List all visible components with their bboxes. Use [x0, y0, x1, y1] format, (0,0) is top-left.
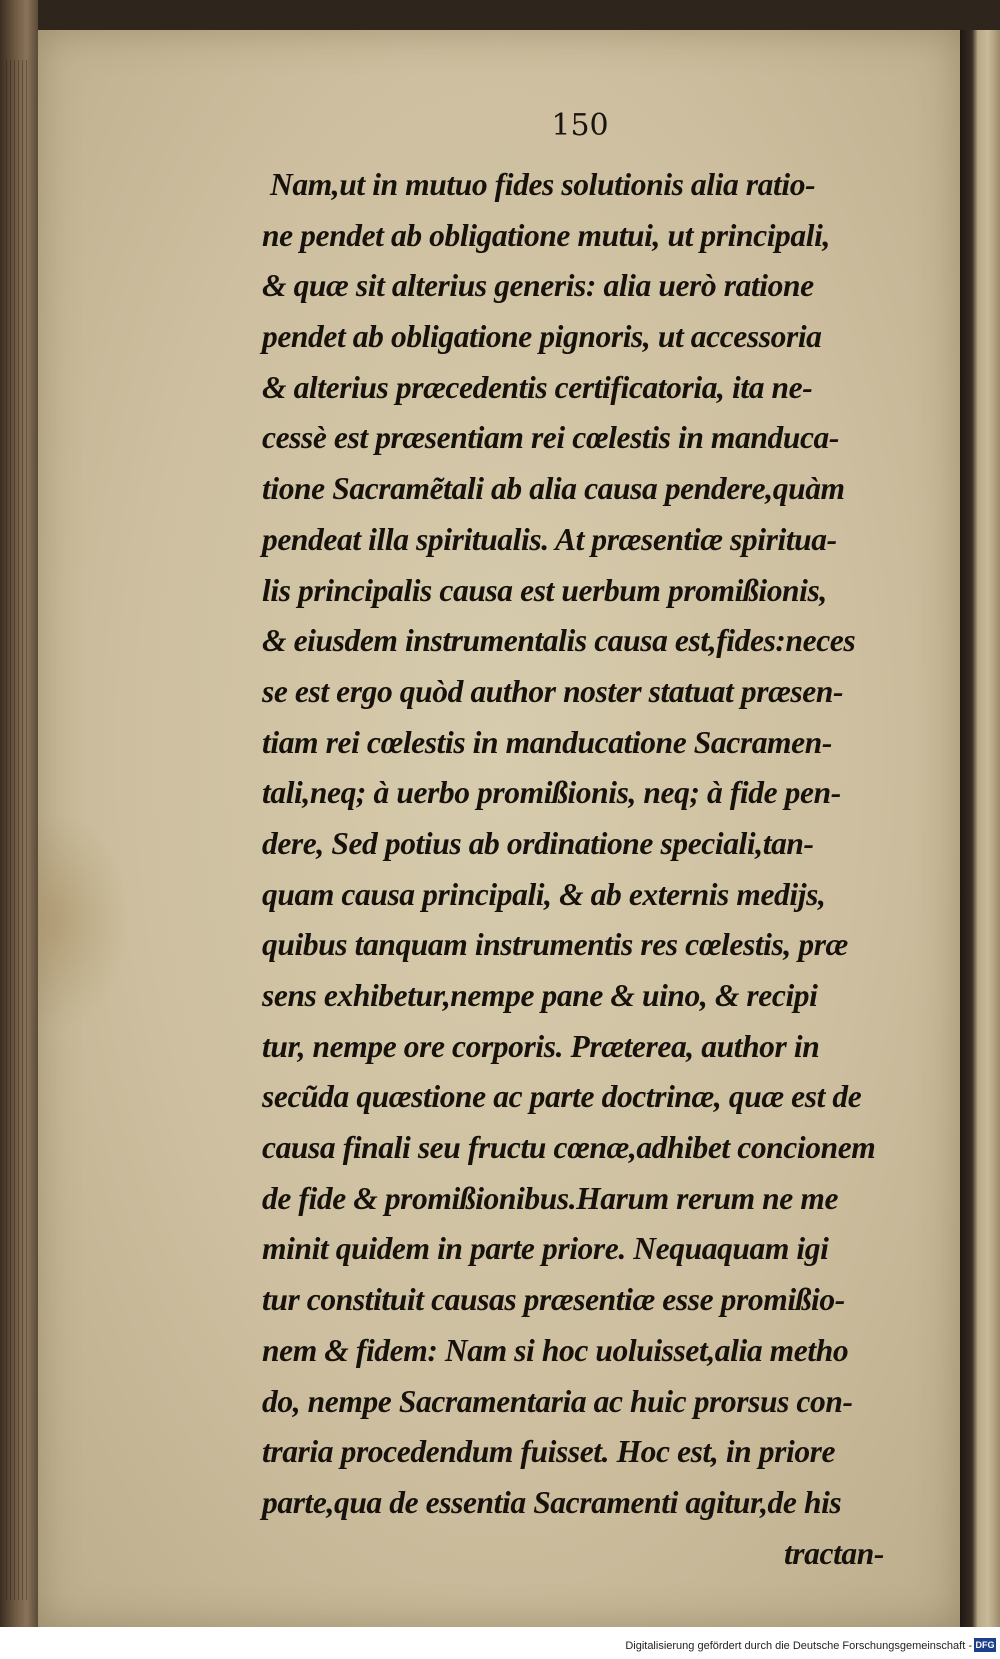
text-line: Nam,ut in mutuo fides solutionis alia ratio- [270, 167, 816, 202]
scan-top-background [0, 0, 1000, 30]
book-spine-edge [0, 0, 38, 1659]
text-line: parte,qua de essentia Sacramenti agitur,de his [262, 1484, 842, 1520]
dfg-logo: DFG [975, 1640, 995, 1650]
next-page-edge [960, 30, 1000, 1627]
text-line: tali,neq; à uerbo promißionis, neq; à fide pen- [262, 775, 841, 811]
footer-credit: Digitalisierung gefördert durch die Deutsche Forschungsgemeinschaft - [625, 1640, 972, 1652]
page-number: 150 [551, 108, 609, 143]
text-line: nem & fidem: Nam si hoc uoluisset,alia metho [262, 1332, 849, 1368]
text-line: lis principalis causa est uerbum promißionis, [262, 572, 827, 608]
text-line: do, nempe Sacramentaria ac huic prorsus con- [262, 1383, 853, 1419]
text-line: pendeat illa spiritualis. At præsentiæ spiritua- [262, 521, 837, 557]
text-line: se est ergo quòd author noster statuat præsen- [262, 673, 844, 709]
text-line: & eiusdem instrumentalis causa est,fides:neces [262, 623, 856, 659]
text-line: tione Sacramẽtali ab alia causa pendere,quàm [262, 471, 845, 507]
text-line: cessè est præsentiam rei cœlestis in manduca- [262, 420, 839, 456]
text-line: causa finali seu fructu cœnæ,adhibet concionem [262, 1130, 876, 1166]
text-line: quibus tanquam instrumentis res cœlestis, præ [262, 927, 848, 963]
text-line: tur, nempe ore corporis. Præterea, author in [262, 1028, 820, 1064]
text-line: & alterius præcedentis certificatoria, ita ne- [262, 369, 813, 405]
text-line: minit quidem in parte priore. Nequaquam igi [262, 1231, 829, 1267]
page-text-block [262, 160, 922, 1579]
page-stain [38, 810, 128, 1030]
text-line: de fide & promißionibus.Harum rerum ne me [262, 1180, 839, 1216]
text-line: & quæ sit alterius generis: alia uerò ratione [262, 268, 814, 304]
text-line: tur constituit causas præsentiæ esse promißio- [262, 1282, 845, 1318]
text-line: pendet ab obligatione pignoris, ut accessoria [262, 319, 822, 355]
text-line: tractan- [783, 1535, 884, 1571]
text-line: quam causa principali, & ab externis medijs, [262, 876, 826, 912]
text-line: dere, Sed potius ab ordinatione speciali,tan- [262, 825, 814, 861]
text-line: secũda quæstione ac parte doctrinæ, quæ est de [262, 1079, 862, 1115]
text-line: traria procedendum fuisset. Hoc est, in priore [262, 1434, 836, 1470]
text-line: sens exhibetur,nempe pane & uino, & recipi [262, 978, 818, 1013]
text-line: tiam rei cœlestis in manducatione Sacramen- [262, 724, 832, 760]
text-line: ne pendet ab obligatione mutui, ut principali, [262, 217, 830, 253]
